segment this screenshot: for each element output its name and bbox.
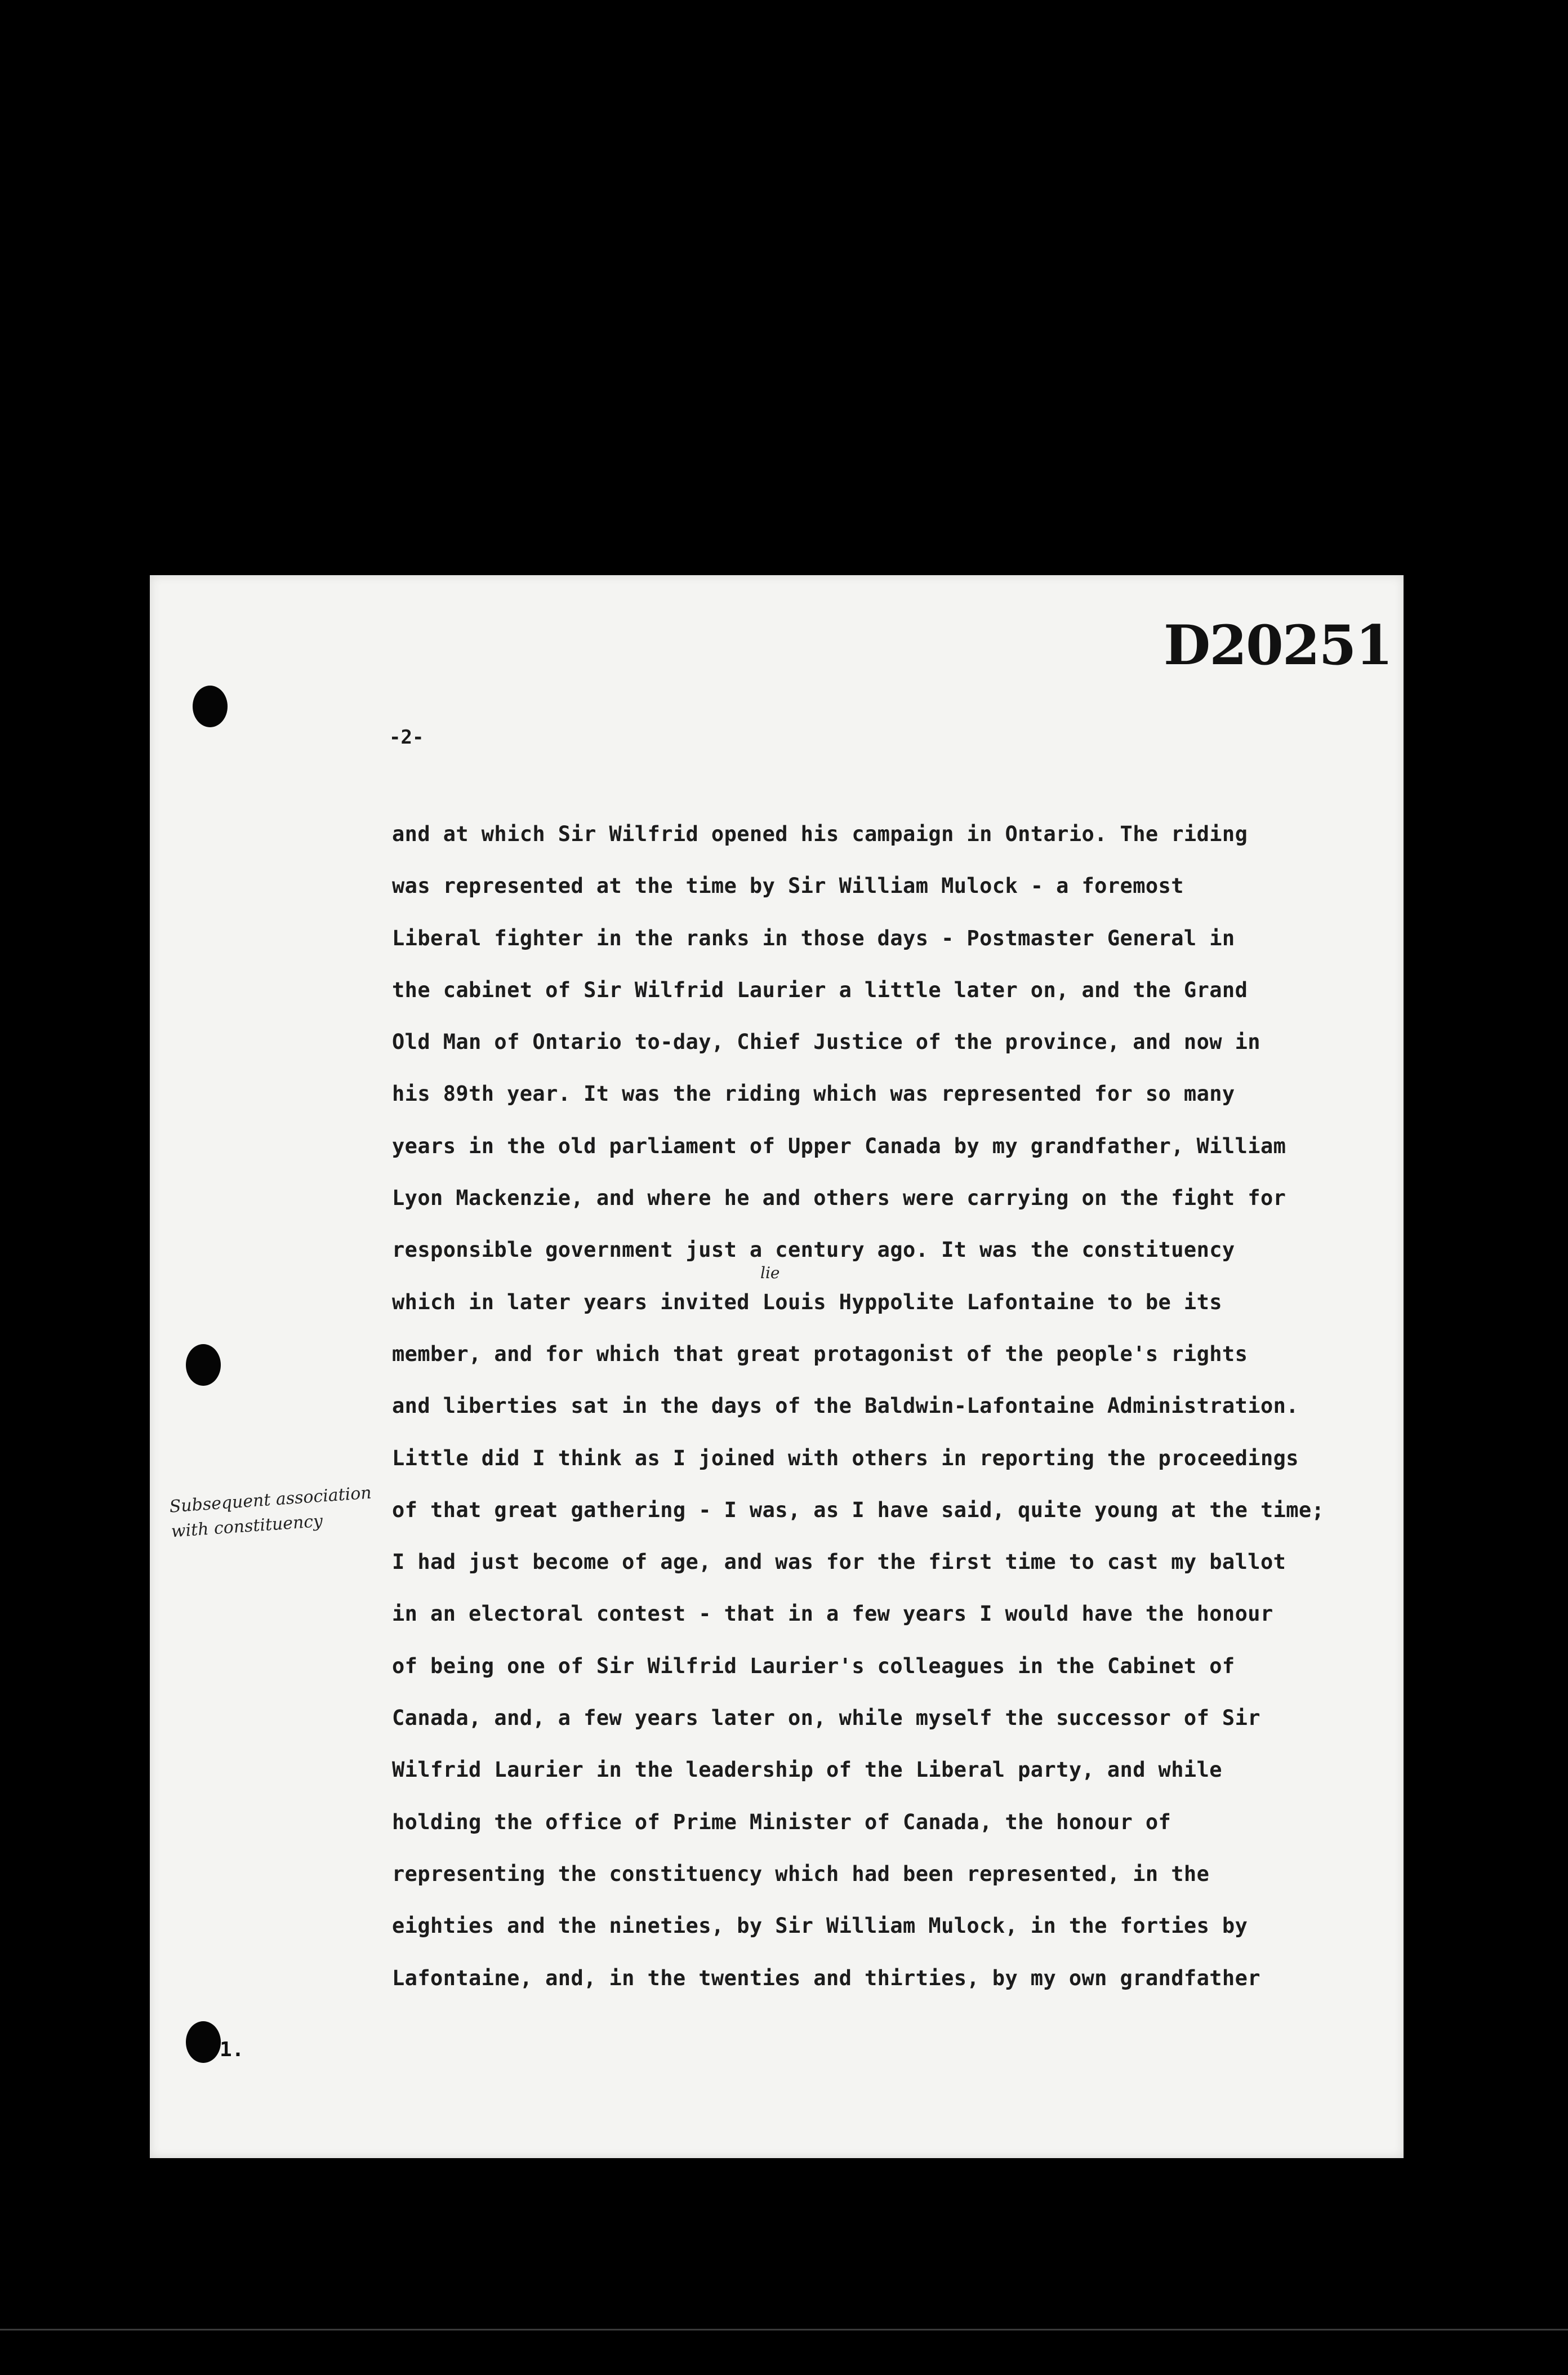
text-line: Lafontaine, and, in the twenties and thirties, by my own grandfather bbox=[392, 1965, 1260, 1990]
text-line: eighties and the nineties, by Sir William Mulock, in the forties by bbox=[392, 1914, 1248, 1938]
text-line: I had just become of age, and was for the first time to cast my ballot bbox=[392, 1550, 1286, 1575]
text-line: Little did I think as I joined with others in reporting the proceedings bbox=[392, 1446, 1299, 1470]
typed-body-text bbox=[392, 820, 1325, 2016]
text-line: representing the constituency which had been represented, in the bbox=[392, 1861, 1210, 1886]
punch-hole-bottom bbox=[186, 2021, 221, 2063]
text-line: Wilfrid Laurier in the leadership of the Liberal party, and while bbox=[392, 1758, 1222, 1782]
text-line: holding the office of Prime Minister of Canada, the honour of bbox=[392, 1809, 1171, 1834]
text-line: Canada, and, a few years later on, while myself the successor of Sir bbox=[392, 1706, 1260, 1731]
document-page bbox=[150, 575, 1404, 2158]
text-line: Old Man of Ontario to-day, Chief Justice of the province, and now in bbox=[392, 1030, 1260, 1055]
handwritten-margin-note: Subsequent association with constituency bbox=[168, 1483, 372, 1542]
text-line: which in later years invited Louis Hyppolite Lafontaine to be its bbox=[392, 1289, 1222, 1314]
text-line: his 89th year. It was the riding which was represented for so many bbox=[392, 1082, 1235, 1106]
text-line: Liberal fighter in the ranks in those days - Postmaster General in bbox=[392, 926, 1235, 950]
page-number: -2- bbox=[389, 726, 424, 749]
text-line: of that great gathering - I was, as I have said, quite young at the time; bbox=[392, 1497, 1325, 1522]
text-line: in an electoral contest - that in a few years I would have the honour bbox=[392, 1602, 1273, 1626]
scan-edge-line bbox=[0, 2329, 1568, 2330]
document-id-stamp: D20251 bbox=[1164, 613, 1392, 677]
text-line: Lyon Mackenzie, and where he and others were carrying on the fight for bbox=[392, 1186, 1286, 1211]
text-line: and at which Sir Wilfrid opened his campaign in Ontario. The riding bbox=[392, 822, 1248, 846]
text-line: responsible government just a century ago. It was the constituency bbox=[392, 1238, 1235, 1262]
punch-hole-middle bbox=[186, 1344, 221, 1386]
text-line: years in the old parliament of Upper Canada by my grandfather, William bbox=[392, 1133, 1286, 1158]
interline-correction: lie bbox=[760, 1264, 780, 1282]
punch-hole-top bbox=[193, 686, 228, 727]
footer-mark: 1. bbox=[220, 2038, 244, 2061]
text-line: the cabinet of Sir Wilfrid Laurier a little later on, and the Grand bbox=[392, 977, 1248, 1002]
text-line: and liberties sat in the days of the Baldwin-Lafontaine Administration. bbox=[392, 1394, 1299, 1418]
text-line: was represented at the time by Sir William Mulock - a foremost bbox=[392, 874, 1184, 899]
text-line: member, and for which that great protagonist of the people's rights bbox=[392, 1341, 1248, 1366]
text-line: of being one of Sir Wilfrid Laurier's colleagues in the Cabinet of bbox=[392, 1653, 1235, 1678]
